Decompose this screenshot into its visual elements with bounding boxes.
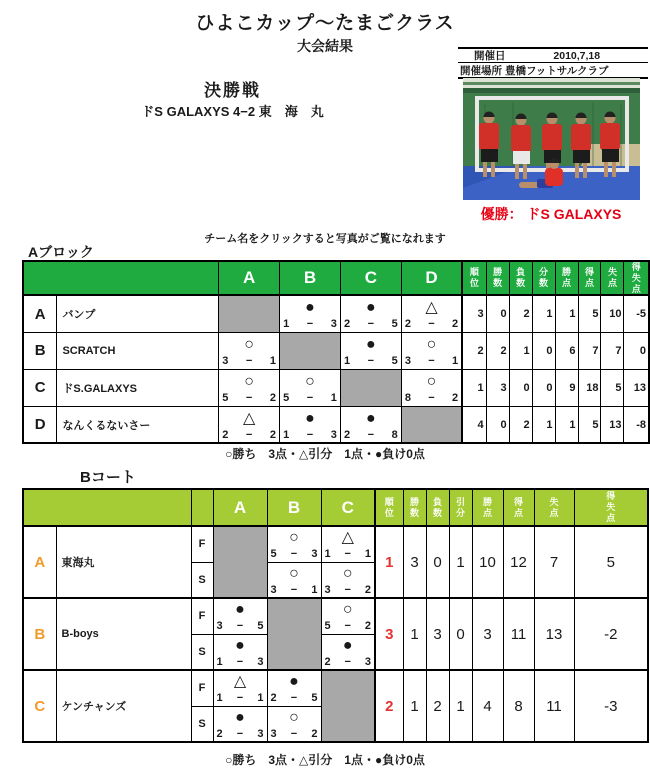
champion-label: 優勝：: [480, 206, 523, 222]
result-score: 1 − 3: [216, 655, 264, 668]
team-letter: B: [23, 598, 56, 670]
block-a-stat-header: 失点: [601, 261, 624, 295]
block-a-col-A: A: [219, 261, 280, 295]
stat-value: 5: [574, 526, 648, 598]
result-score: 5 − 2: [222, 391, 277, 404]
event-venue-value: 豊橋フットサルクラブ: [505, 64, 609, 77]
stat-value: 1: [449, 526, 472, 598]
result-score: 2 − 3: [216, 727, 264, 740]
team-name-link[interactable]: ドS.GALAXYS: [62, 382, 138, 395]
result-mark: ○: [289, 529, 299, 546]
stat-value: 2: [509, 406, 532, 443]
match-cell: [401, 295, 462, 332]
block-b-stat-header: 得点: [503, 489, 534, 526]
diagonal-cell: [401, 406, 462, 443]
champion-team: ドS GALAXYS: [526, 206, 622, 222]
team-row: [23, 406, 649, 443]
stat-value: -2: [574, 598, 648, 670]
stat-value: 5: [601, 369, 624, 406]
fs-label: S: [191, 562, 213, 598]
stat-value: 9: [555, 369, 578, 406]
result-score: 3 − 5: [216, 620, 264, 632]
match-cell: [321, 634, 375, 670]
result-mark: ●: [235, 601, 245, 618]
scoring-legend: ○勝ち 3点・△引分 1点・●負け0点: [225, 753, 425, 767]
team-name-link[interactable]: SCRATCH: [62, 344, 116, 357]
fs-label: F: [191, 670, 213, 706]
stat-value: 2: [426, 670, 449, 742]
event-info-box: [458, 47, 648, 79]
result-mark: ○: [342, 601, 353, 618]
team-row-f: [23, 526, 648, 562]
stat-value: 1: [449, 670, 472, 742]
block-a-col-B: B: [280, 261, 341, 295]
click-note: チーム名をクリックすると写真がご覧になれます: [204, 233, 446, 245]
result-mark: ○: [426, 372, 437, 390]
stat-value: 0: [449, 598, 472, 670]
result-score: 3 − 2: [324, 583, 371, 596]
result-mark: ●: [366, 409, 376, 427]
match-cell: [213, 634, 267, 670]
team-name-link[interactable]: バンプ: [62, 309, 96, 322]
match-cell: [267, 526, 321, 562]
diagonal-cell: [321, 670, 375, 742]
stat-value: 11: [534, 670, 574, 742]
result-score: 1 − 1: [324, 548, 371, 560]
event-venue-label: 開催場所: [460, 64, 502, 77]
champion-photo: [463, 78, 640, 200]
stat-value: -5: [624, 295, 649, 332]
match-cell: [213, 670, 267, 706]
match-cell: [219, 369, 280, 406]
block-a-stat-header: 勝数: [486, 261, 509, 295]
block-b-stat-header: 失点: [534, 489, 574, 526]
result-score: 3 − 1: [270, 583, 318, 596]
stat-value: -8: [624, 406, 649, 443]
stat-value: -3: [574, 670, 648, 742]
result-score: 1 − 3: [283, 428, 337, 441]
result-mark: ○: [289, 564, 299, 582]
block-a-label: Aブロック: [28, 244, 94, 260]
stat-value: 0: [486, 295, 509, 332]
result-score: 5 − 1: [283, 391, 337, 404]
result-score: 5 − 3: [270, 548, 318, 560]
stat-value: 0: [486, 406, 509, 443]
block-b-col-B: B: [267, 489, 321, 526]
result-mark: ○: [305, 372, 315, 390]
champion-photo-image: [463, 78, 640, 200]
block-b-header-row: [23, 489, 648, 526]
rank-value: 3: [375, 598, 403, 670]
champion-line: [452, 204, 650, 224]
result-mark: ○: [342, 564, 353, 582]
result-mark: ○: [244, 372, 254, 390]
stat-value: 2: [486, 332, 509, 369]
stat-value: 3: [403, 526, 426, 598]
page-subtitle: 大会結果: [297, 38, 353, 54]
block-a-table: [22, 260, 650, 444]
stat-value: 1: [532, 406, 555, 443]
team-name-link[interactable]: B-boys: [61, 628, 99, 640]
block-a-col-C: C: [340, 261, 401, 295]
result-score: 3 − 2: [270, 727, 318, 740]
stat-value: 4: [472, 670, 503, 742]
block-a-stat-header: 順位: [462, 261, 486, 295]
team-name-link[interactable]: なんくるないさー: [62, 419, 151, 432]
result-score: 2 − 5: [343, 318, 398, 331]
result-score: 2 − 2: [404, 318, 459, 331]
result-score: 2 − 8: [343, 428, 398, 441]
stat-value: 13: [534, 598, 574, 670]
result-score: 2 − 3: [324, 655, 371, 668]
team-letter: C: [23, 369, 57, 406]
diagonal-cell: [267, 598, 321, 670]
stat-value: 1: [555, 406, 578, 443]
result-mark: ●: [366, 335, 376, 353]
stat-value: 4: [462, 406, 486, 443]
block-a-stat-header: 得点: [578, 261, 601, 295]
match-cell: [213, 598, 267, 634]
event-date-label: 開催日: [474, 50, 506, 62]
stat-value: 1: [509, 332, 532, 369]
match-cell: [280, 295, 341, 332]
result-score: 5 − 2: [324, 620, 371, 632]
result-score: 3 − 1: [404, 354, 459, 367]
block-b-stat-header: 負数: [426, 489, 449, 526]
final-match-heading: 決勝戦: [204, 81, 261, 100]
result-mark: △: [425, 299, 438, 317]
stat-value: 5: [578, 295, 601, 332]
stat-value: 7: [601, 332, 624, 369]
stat-value: 18: [578, 369, 601, 406]
team-letter: C: [23, 670, 56, 742]
fs-label: F: [191, 598, 213, 634]
match-cell: [280, 369, 341, 406]
stat-value: 0: [532, 369, 555, 406]
team-row: [23, 369, 649, 406]
result-mark: △: [341, 529, 354, 546]
result-mark: △: [242, 409, 256, 427]
result-score: 2 − 5: [270, 692, 318, 704]
event-date-value: 2010,7,18: [553, 49, 601, 62]
stat-value: 7: [534, 526, 574, 598]
team-letter: A: [23, 295, 57, 332]
stat-value: 3: [486, 369, 509, 406]
stat-value: 2: [509, 295, 532, 332]
block-b-fs-header: [191, 489, 213, 526]
final-match-result: ドS GALAXYS 4−2 東 海 丸: [141, 104, 324, 119]
team-letter: B: [23, 332, 57, 369]
match-cell: [280, 406, 341, 443]
stat-value: 1: [403, 670, 426, 742]
block-a-col-D: D: [401, 261, 462, 295]
block-b-label: Bコート: [80, 469, 136, 486]
result-mark: ●: [289, 673, 299, 690]
block-a-stat-header: 分数: [532, 261, 555, 295]
block-b-name-header: [23, 489, 191, 526]
stat-value: 0: [624, 332, 649, 369]
match-cell: [219, 406, 280, 443]
team-row: [23, 295, 649, 332]
diagonal-cell: [340, 369, 401, 406]
team-name-link[interactable]: ケンチャンズ: [61, 701, 127, 713]
fs-label: S: [191, 706, 213, 742]
stat-value: 10: [601, 295, 624, 332]
stat-value: 1: [462, 369, 486, 406]
block-b-stat-header: 引分: [449, 489, 472, 526]
block-b-stat-header: 順位: [375, 489, 403, 526]
block-b-col-C: C: [321, 489, 375, 526]
result-mark: ●: [235, 708, 245, 726]
event-date-row: [458, 49, 648, 63]
result-score: 8 − 2: [404, 391, 459, 404]
block-b-table: [22, 488, 649, 743]
stat-value: 1: [532, 295, 555, 332]
result-score: 3 − 1: [222, 354, 277, 367]
fs-label: S: [191, 634, 213, 670]
stat-value: 7: [578, 332, 601, 369]
match-cell: [321, 598, 375, 634]
diagonal-cell: [219, 295, 280, 332]
team-letter: A: [23, 526, 56, 598]
stat-value: 0: [509, 369, 532, 406]
block-a-header-row: [23, 261, 649, 295]
stat-value: 8: [503, 670, 534, 742]
block-a-stat-header: 勝点: [555, 261, 578, 295]
block-b-stat-header: 勝点: [472, 489, 503, 526]
match-cell: [213, 706, 267, 742]
match-cell: [267, 706, 321, 742]
stat-value: 11: [503, 598, 534, 670]
result-mark: ○: [244, 335, 254, 353]
stat-value: 13: [624, 369, 649, 406]
stat-value: 10: [472, 526, 503, 598]
event-venue-row: [458, 63, 648, 77]
stat-value: 0: [426, 526, 449, 598]
result-score: 2 − 2: [222, 428, 277, 441]
block-a-stat-header: 負数: [509, 261, 532, 295]
match-cell: [340, 295, 401, 332]
team-row: [23, 332, 649, 369]
block-a-stat-header: 得失点: [624, 261, 649, 295]
result-mark: ●: [235, 636, 245, 654]
page-title: ひよこカップ～たまごクラス: [195, 13, 455, 34]
result-score: 1 − 1: [216, 692, 264, 704]
stat-value: 3: [472, 598, 503, 670]
result-score: 1 − 3: [283, 318, 337, 331]
result-mark: ○: [289, 708, 299, 726]
stat-value: 3: [426, 598, 449, 670]
result-mark: ●: [305, 299, 315, 317]
stat-value: 0: [532, 332, 555, 369]
match-cell: [340, 332, 401, 369]
match-cell: [401, 332, 462, 369]
team-row-f: [23, 598, 648, 634]
stat-value: 2: [462, 332, 486, 369]
block-a-name-header: [23, 261, 219, 295]
result-mark: ○: [426, 335, 437, 353]
match-cell: [267, 562, 321, 598]
stat-value: 6: [555, 332, 578, 369]
team-row-f: [23, 670, 648, 706]
match-cell: [321, 562, 375, 598]
team-letter: D: [23, 406, 57, 443]
stat-value: 1: [403, 598, 426, 670]
result-mark: △: [233, 673, 247, 690]
fs-label: F: [191, 526, 213, 562]
rank-value: 2: [375, 670, 403, 742]
scoring-legend: ○勝ち 3点・△引分 1点・●負け0点: [225, 447, 425, 461]
stat-value: 12: [503, 526, 534, 598]
stat-value: 1: [555, 295, 578, 332]
result-score: 1 − 5: [343, 354, 398, 367]
stat-value: 5: [578, 406, 601, 443]
diagonal-cell: [280, 332, 341, 369]
diagonal-cell: [213, 526, 267, 598]
block-b-stat-header: 勝数: [403, 489, 426, 526]
result-mark: ●: [305, 409, 315, 427]
match-cell: [321, 526, 375, 562]
stat-value: 13: [601, 406, 624, 443]
result-mark: ●: [342, 636, 353, 654]
match-cell: [267, 670, 321, 706]
rank-value: 1: [375, 526, 403, 598]
match-cell: [401, 369, 462, 406]
match-cell: [340, 406, 401, 443]
team-name-link[interactable]: 東海丸: [61, 557, 95, 569]
stat-value: 3: [462, 295, 486, 332]
block-b-col-A: A: [213, 489, 267, 526]
result-mark: ●: [366, 299, 376, 317]
block-b-stat-header: 得失点: [574, 489, 648, 526]
match-cell: [219, 332, 280, 369]
